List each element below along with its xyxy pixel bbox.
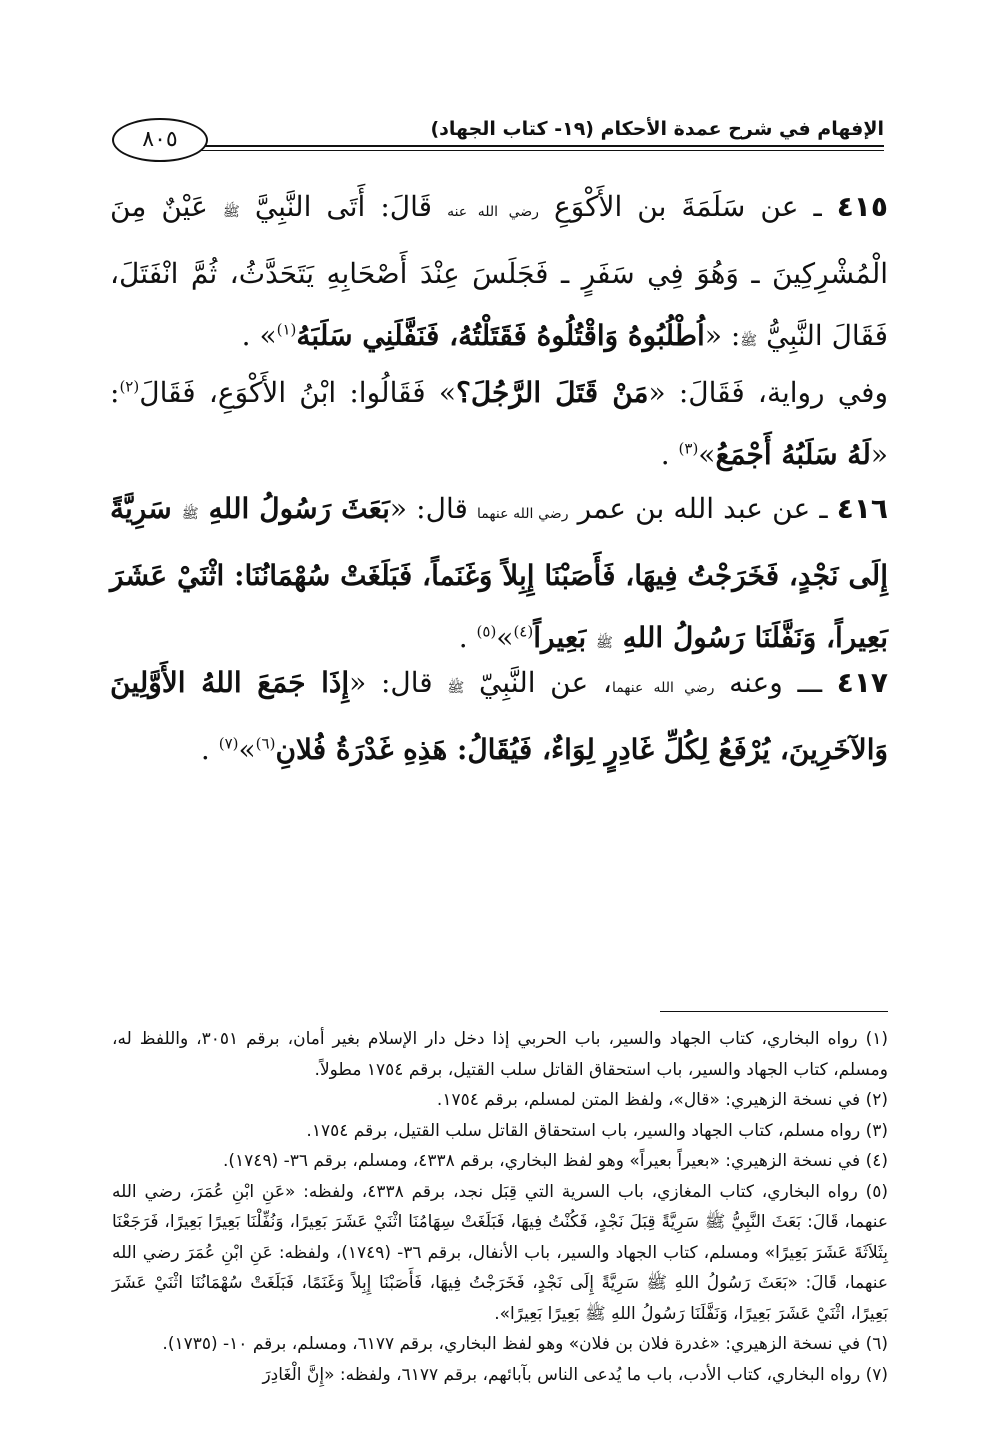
hadith-415-variant: وفي رواية، فَقَالَ: «مَنْ قَتَلَ الرَّجُلَ؟» فَقَالُوا: ابْنُ الأَكْوَعِ، فَقَالَ$^{(٢)}$: «لَهُ سَلَبُهُ أَجْمَعُ»$^{(٣)}$ .	[110, 376, 888, 471]
header-rule-thick	[196, 145, 884, 147]
hadith-number: ٤١٥	[836, 190, 888, 223]
salutation-icon: ﷺ	[740, 333, 758, 349]
footnote-5: (٥) رواه البخاري، كتاب المغازي، باب السرية التي قِبَل نجد، برقم ٤٣٣٨، ولفظه: «عَنِ ابْنِ عُمَرَ، رضي الله عنهما، قَالَ: بَعَثَ النَّبِيُّ ﷺ سَرِيَّةً قِبَلَ نَجْدٍ، فَكُنْتُ فِيهَا، فَبَلَغَتْ سِهَامُنَا اثْنَيْ عَشَرَ بَعِيرًا، وَنُفِّلْنَا بَعِيرًا بَعِيرًا، فَرَجَعْنَا بِثَلاَثَةَ عَشَرَ بَعِيرًا» ومسلم، كتاب الجهاد والسير، باب الأنفال، برقم ٣٦- (١٧٤٩)، ولفظه: عَنِ ابْنِ عُمَرَ رضي الله عنهما، قَالَ: «بَعَثَ رَسُولُ اللهِ ﷺ سَرِيَّةً إِلَى نَجْدٍ، فَخَرَجْتُ فِيهَا، فَأَصَبْنَا إِبِلاً وَغَنَمًا، فَبَلَغَتْ سُهْمَانُنَا اثْنَيْ عَشَرَ بَعِيرًا، اثْنَيْ عَشَرَ بَعِيرًا، وَنَفَّلَنَا رَسُولُ اللهِ ﷺ بَعِيرًا بَعِيرًا».	[112, 1181, 889, 1324]
honorific: رضي الله عنهما	[477, 506, 569, 522]
footnote-ref: (٧)	[218, 734, 239, 753]
footnote-4: (٤) في نسخة الزهيري: «بعيراً بعيراً» وهو لفظ البخاري، برقم ٤٣٣٨، ومسلم، برقم ٣٦- (١٧٤٩).	[223, 1151, 888, 1171]
footnote-1: (١) رواه البخاري، كتاب الجهاد والسير، باب الحربي إذا دخل دار الإسلام بغير أمان، برقم ٣٠٥١، واللفظ له، ومسلم، كتاب الجهاد والسير، باب استحقاق القاتل سلب القتيل، برقم ١٧٥٤ مطولاً.	[112, 1029, 888, 1080]
hadith-number: ٤١٧	[836, 666, 889, 699]
prophet-quote: لَهُ سَلَبُهُ أَجْمَعُ	[715, 438, 871, 471]
prophet-quote: مَنْ قَتَلَ الرَّجُلَ؟	[455, 376, 649, 409]
header-rule-thin	[196, 150, 884, 151]
salutation-icon: ﷺ	[222, 204, 240, 220]
footnotes	[112, 1024, 888, 1390]
footnote-ref: (١)	[276, 320, 297, 339]
footnote-ref: (٦)	[255, 734, 276, 753]
salutation-icon: ﷺ	[181, 506, 199, 522]
running-header-title: الإفهام في شرح عمدة الأحكام (١٩- كتاب الجهاد)	[430, 118, 884, 140]
footnote-2: (٢) في نسخة الزهيري: «قال»، ولفظ المتن لمسلم، برقم ١٧٥٤.	[436, 1090, 888, 1110]
footnote-6: (٦) في نسخة الزهيري: «غدرة فلان بن فلان» وهو لفظ البخاري، برقم ٦١٧٧، ومسلم، برقم ١٠- (١٧٣٥).	[162, 1334, 888, 1354]
honorific: رضي الله عنه	[447, 204, 539, 220]
page-number: ٨٠٥	[112, 118, 208, 162]
hadith-416: ٤١٦ ـ عن عبد الله بن عمر رضي الله عنهما قال: «بَعَثَ رَسُولُ اللهِ ﷺ سَرِيَّةً إِلَى نَجْدٍ، فَخَرَجْتُ فِيهَا، فَأَصَبْنَا إِبِلاً وَغَنَماً، فَبَلَغَتْ سُهْمَانُنَا: اثْنَيْ عَشَرَ بَعِيراً، وَنَفَّلَنَا رَسُولُ اللهِ ﷺ بَعِيراً$^{(٤)}$»$^{(٥)}$ .	[110, 492, 889, 654]
salutation-icon: ﷺ	[595, 635, 613, 651]
hadith-417: ٤١٧ ـــ وعنه رضي الله عنهما، عن النَّبِيّ ﷺ قال: «إِذَا جَمَعَ اللهُ الأَوَّلِينَ وَالآخَرِينَ، يُرْفَعُ لِكُلِّ غَادِرٍ لِوَاءٌ، فَيُقَالُ: هَذِهِ غَدْرَةُ فُلانِ$^{(٦)}$»$^{(٧)}$ .	[110, 666, 889, 766]
footnote-ref: (٤)	[513, 622, 534, 641]
footnote-ref: (٥)	[476, 622, 497, 641]
salutation-icon: ﷺ	[447, 680, 465, 696]
footnote-separator	[660, 1011, 888, 1012]
hadith-number: ٤١٦	[836, 492, 889, 525]
footnote-7: (٧) رواه البخاري، كتاب الأدب، باب ما يُدعى الناس بآبائهم، برقم ٦١٧٧، ولفظه: «إِنَّ الْغَادِرَ	[262, 1364, 888, 1385]
prophet-quote: إِذَا جَمَعَ اللهُ الأَوَّلِينَ وَالآخَرِينَ، يُرْفَعُ لِكُلِّ غَادِرٍ لِوَاءٌ، فَيُقَالُ: هَذِهِ غَدْرَةُ فُلانِ	[110, 666, 888, 766]
footnote-ref: (٢)	[119, 377, 140, 396]
hadith-415: ٤١٥ ـ عن سَلَمَةَ بن الأَكْوَعِ رضي الله عنه قَالَ: أَتَى النَّبِيَّ ﷺ عَيْنٌ مِنَ الْمُشْرِكِينَ ـ وَهُوَ فِي سَفَرٍ ـ فَجَلَسَ عِنْدَ أَصْحَابِهِ يَتَحَدَّثُ، ثُمَّ انْفَتَلَ، فَقَالَ النَّبِيُّ ﷺ: «اُطْلُبُوهُ وَاقْتُلُوهُ فَقَتَلْتُهُ، فَنَفَّلَنِي سَلَبَهُ$^{(١)}$» .	[110, 190, 888, 352]
footnote-3: (٣) رواه مسلم، كتاب الجهاد والسير، باب استحقاق القاتل سلب القتيل، برقم ١٧٥٤.	[306, 1120, 888, 1141]
honorific: رضي الله عنهما	[611, 680, 715, 696]
prophet-quote: اُطْلُبُوهُ وَاقْتُلُوهُ فَقَتَلْتُهُ، فَنَفَّلَنِي سَلَبَهُ	[296, 319, 705, 352]
footnote-ref: (٣)	[678, 439, 699, 458]
